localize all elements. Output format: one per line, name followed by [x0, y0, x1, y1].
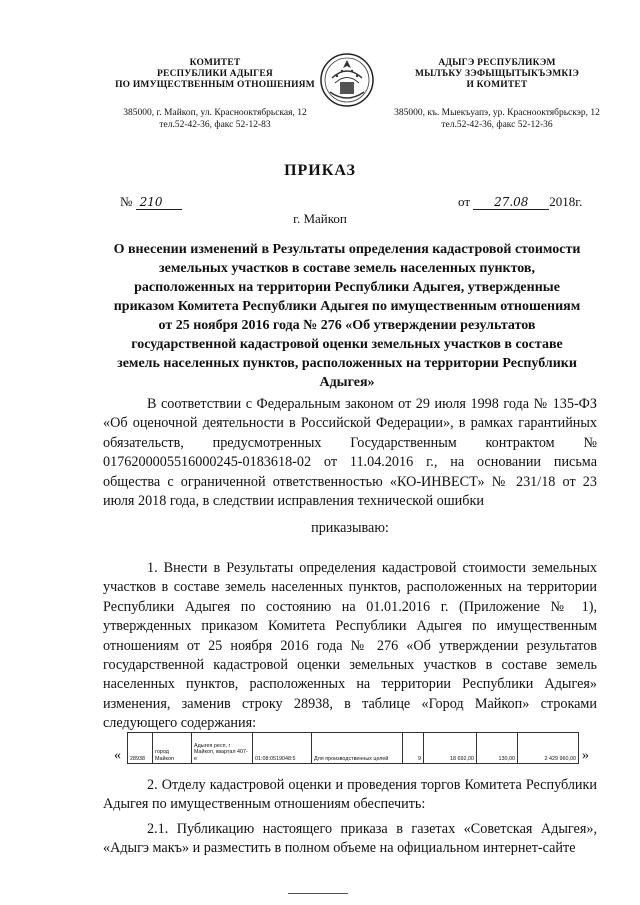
table-close-quote: » — [582, 748, 589, 763]
order-city: г. Майкоп — [293, 211, 347, 226]
orders-word: приказываю: — [311, 520, 389, 536]
clause-2-paragraph — [103, 776, 597, 815]
clause-1-text: 1. Внести в Результаты определения кадастровой стоимости земельных участков в составе земель населенных пунктов, расположенных на территории Республики Адыгея по состоянию на 01.01.2016 г. (Приложение № 1), утвержденных приказом Комитета Республики Адыгея по имущественным отношениям от 25 ноября 2016 года № 276 «Об утверждении результатов государственной кадастровой оценки земельных участков в составе земель населенных пунктов, расположенных на территории Республики Адыгея» изменения, заменив строку 28938, в таблице «Город Майкоп» строками следующего содержания: — [103, 560, 597, 732]
table-cell-area: 18 692,00 — [424, 733, 477, 764]
clause-2-1-text: 2.1. Публикацию настоящего приказа в газетах «Советская Адыгея», «Адыгэ макъ» и разместить в полном объеме на официальном интернет-сайте — [103, 821, 597, 857]
order-number — [120, 194, 182, 210]
header-right — [382, 58, 612, 131]
header-left — [100, 58, 330, 131]
org-name-ady-line3: И КОМИТЕТ — [466, 80, 528, 90]
order-heading: О внесении изменений в Результаты определения кадастровой стоимости земельных участков в составе земель населенных пунктов, расположенных на территории Республики Адыгея, утвержденные приказом Комитета Республики Адыгея по имущественным отношениям от 25 ноября 2016 года № 276 «Об утверждении результатов государственной кадастровой оценки земельных участков в составе земель населенных пунктов, расположенных на территории Республики Адыгея» — [113, 242, 581, 390]
table-open-quote: « — [114, 748, 121, 763]
order-number-value: 210 — [136, 195, 182, 210]
table-cell-specific-value: 130,00 — [477, 733, 518, 764]
table-cell-cadastral-value: 2 429 960,00 — [518, 733, 579, 764]
org-name-ru-line2: РЕСПУБЛИКИ АДЫГЕЯ — [157, 69, 273, 79]
org-name-ru-line3: ПО ИМУЩЕСТВЕННЫМ ОТНОШЕНИЯМ — [115, 80, 315, 90]
order-date — [458, 194, 582, 210]
preamble-paragraph — [103, 395, 597, 511]
org-address-ady: 385000, къ. Мыекъуапэ, ур. Краснооктябрьскэр, 12 — [394, 108, 600, 118]
table-cell-address: Адыгея респ, г Майкоп, квартал 407-е — [192, 733, 253, 764]
org-address-ru: 385000, г. Майкоп, ул. Краснооктябрьская, 12 — [123, 108, 307, 118]
coat-of-arms-emblem-icon — [318, 52, 376, 108]
table-cell-purpose: Для производственных целей — [312, 733, 403, 764]
table-cell-group: 9 — [403, 733, 424, 764]
clause-2-text: 2. Отделу кадастровой оценки и проведения торгов Комитета Республики Адыгея по имущественным отношениям обеспечить: — [103, 777, 597, 813]
org-phone-ady: тел.52-42-36, факс 52-12-36 — [441, 120, 553, 130]
org-name-ady-line1: АДЫГЭ РЕСПУБЛИКЭМ — [438, 58, 556, 68]
preamble-text: В соответствии с Федеральным законом от 29 июля 1998 года № 135-ФЗ «Об оценочной деятельности в Российской Федерации», в рамках гарантийных обязательств, предусмотренных Государственным контрактом № 0176200005516000245-0183618-02 от 11.04.2016 г., на основании письма общества с ограниченной ответственностью «КО-ИНВЕСТ» № 231/18 от 23 июля 2018 года, в следствии исправления технической ошибки — [103, 396, 597, 510]
org-phone-ru: тел.52-42-36, факс 52-12-83 — [159, 120, 271, 130]
clause-1-paragraph — [103, 559, 597, 734]
order-date-value: 27.08 — [473, 195, 549, 210]
table-cell-city: город Майкоп — [153, 733, 192, 764]
org-name-ady-line2: МЫЛЪКУ ЗЭФЫЩЫТЫКЪЭМКIЭ — [414, 69, 580, 79]
page-divider — [288, 893, 348, 894]
table-cell-row-number: 28938 — [128, 733, 153, 764]
document-title: ПРИКАЗ — [284, 162, 356, 179]
table-row — [128, 733, 579, 764]
order-date-prefix: от — [458, 194, 471, 209]
order-date-year: 2018г. — [549, 194, 583, 209]
table-cell-cadastral-number: 01:08:0519048:5 — [253, 733, 312, 764]
replacement-row-table — [127, 732, 579, 764]
clause-2-1-paragraph — [103, 820, 597, 859]
org-name-ru-line1: КОМИТЕТ — [189, 58, 241, 68]
order-number-prefix: № — [120, 194, 133, 209]
